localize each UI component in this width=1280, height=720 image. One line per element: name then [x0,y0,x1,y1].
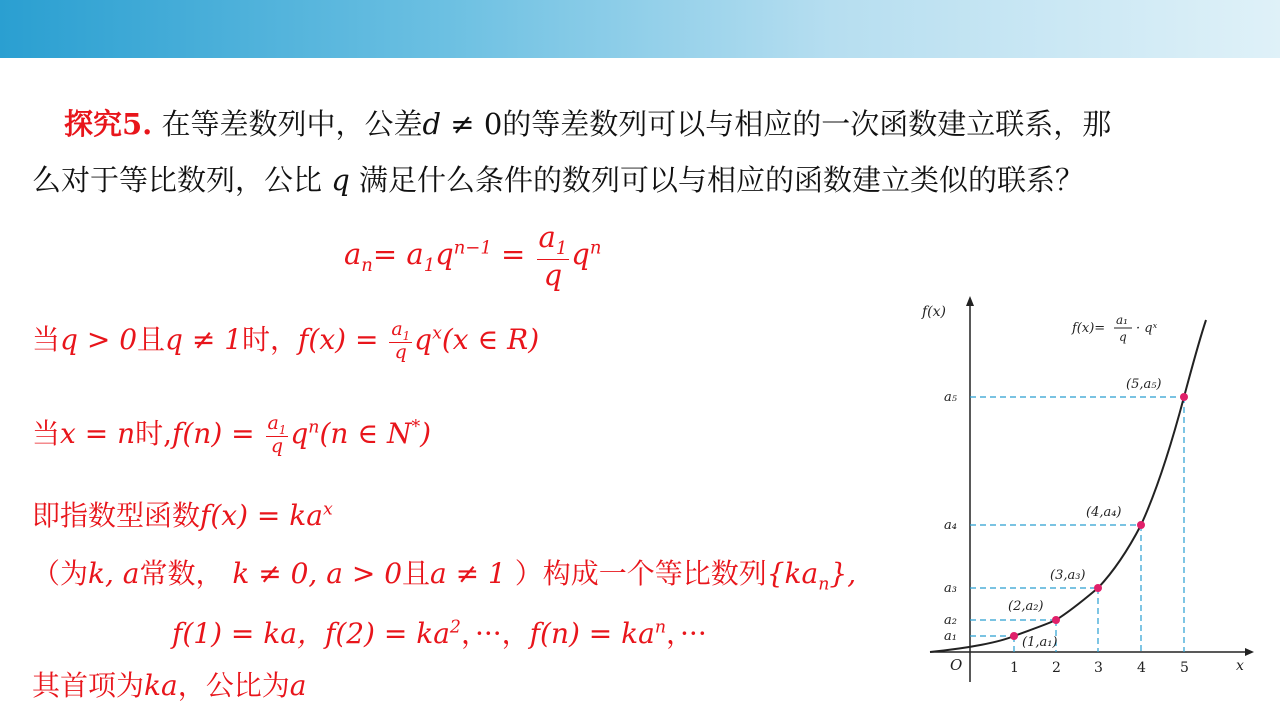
x-tick-2: 2 [1052,660,1061,676]
l2-exp: n [308,417,320,438]
y-axis-arrow [966,296,974,306]
point-3 [1094,584,1102,592]
exponential-graph [900,292,1260,692]
l4-c1: k ≠ 0, a > 0 [232,557,403,590]
l2-den: q [270,435,284,458]
x-tick-5: 5 [1180,660,1189,676]
curve-label-num: a₁ [1116,313,1128,327]
l4-close: ）构成一个等比数列 [505,557,767,590]
l6-first: ka [144,669,178,702]
origin-label: O [950,656,963,674]
l4-vars: k, a [88,557,140,590]
l5-t1: f(1) = ka， [172,617,325,650]
l6-pre: 其首项为 [32,669,145,702]
point-1 [1010,632,1018,640]
l3-pre: 即指数型函数 [32,499,201,532]
line-x-equals-n [32,412,431,457]
point-label-4: (4,a₄) [1086,505,1122,520]
exponential-curve [930,320,1206,652]
curve-label-den: q [1119,330,1127,344]
var-d: d [422,107,442,141]
question-block [32,96,1222,208]
an-symbol: a [344,237,362,272]
question-text-b: 的等差数列可以与相应的一次函数建立联系，那 [502,107,1112,141]
curve-label-tail: · qˣ [1136,321,1158,336]
x-tick-4: 4 [1137,660,1146,676]
line-exponential-type [32,494,333,534]
l1-domain: (x ∈ R) [441,323,540,356]
qn-symbol: q [571,237,590,272]
guide-lines [970,397,1184,652]
question-line-1 [32,96,1222,152]
l6-ratio: a [289,669,307,702]
question-text-a: 在等差数列中，公差 [152,107,423,141]
rel-d: ≠ 0 [441,107,503,141]
l5-t5: ，··· [666,617,707,650]
l1-cond1: q > 0 [60,323,138,356]
l1-mid: 且 [137,323,166,356]
l2-pre: 当 [32,417,61,450]
question-text-c: 么对于等比数列，公比 [32,163,332,197]
l2-q: q [290,417,309,450]
x-axis-arrow [1245,648,1254,656]
x-tick-3: 3 [1094,660,1103,676]
l1-fx: f(x) = [298,323,388,356]
l1-pre: 当 [32,323,61,356]
l2-close: ) [420,417,432,450]
curve-label: f(x)= [1072,321,1106,336]
l4-seq-close: }, [829,557,857,590]
y-axis-label: f(x) [922,304,947,320]
l4-seq-sub: n [818,574,830,595]
y-tick-a5: a₅ [944,390,957,405]
y-tick-a2: a₂ [944,613,957,628]
l1-q: q [414,323,433,356]
y-tick-a4: a₄ [944,518,957,533]
line-condition [32,318,539,363]
point-4 [1137,521,1145,529]
point-2 [1052,616,1060,624]
l1-exp: x [432,323,442,344]
title-bar [0,0,1280,58]
l5-t3: ，···， [460,617,530,650]
l5-t4-exp: n [654,617,667,638]
x-tick-1: 1 [1010,660,1019,676]
l2-star: * [411,417,421,438]
question-tag: 探究5. [64,107,153,141]
l4-c2: a ≠ 1 [430,557,506,590]
var-q: q [331,163,350,197]
l4-seq: {ka [766,557,819,590]
l5-t4: f(n) = ka [529,617,655,650]
point-label-1: (1,a₁) [1022,635,1058,650]
l5-t2-exp: 2 [449,617,461,638]
l5-t2: f(2) = ka [324,617,450,650]
point-5 [1180,393,1188,401]
l1-den: q [394,341,407,364]
l3-exp: x [322,499,333,520]
l4-mid: 常数， [139,557,233,590]
exp-n-minus-1: n−1 [453,237,492,259]
line-constants [32,552,856,595]
l3-fx: f(x) = ka [200,499,323,532]
l4-and: 且 [402,557,431,590]
question-text-d: 满足什么条件的数列可以与相应的函数建立类似的联系？ [349,163,1085,197]
a1-symbol: a [406,237,424,272]
q-symbol: q [435,237,454,272]
l2-fn: f(n) = [172,417,264,450]
y-tick-a3: a₃ [944,581,957,596]
point-label-5: (5,a₅) [1126,377,1162,392]
l1-post: 时， [242,323,299,356]
point-label-2: (2,a₂) [1008,599,1044,614]
x-axis-label: x [1236,658,1244,674]
l2-fraction [266,411,289,458]
an-sub: n [361,254,373,276]
frac-num: a [538,220,556,254]
general-term-formula [344,222,601,290]
frac-den: q [543,257,563,292]
l1-num-sub: 1 [402,328,411,343]
l4-open: （为 [32,557,89,590]
fraction-a1-over-q [537,222,570,290]
line-terms [172,612,707,652]
point-label-3: (3,a₃) [1050,568,1086,583]
question-line-2 [32,152,1222,208]
l2-domain: (n ∈ N [319,417,412,450]
l1-num: a [391,317,403,340]
l1-cond2: q ≠ 1 [165,323,243,356]
eq1: = [372,237,407,272]
eq2: = [491,237,535,272]
l1-fraction [389,317,412,364]
exp-n: n [589,237,602,259]
l2-num-sub: 1 [278,422,287,437]
l2-cond: x = n [60,417,136,450]
l6-mid: ，公比为 [177,669,290,702]
a1-sub: 1 [423,254,436,276]
l2-num: a [267,411,279,434]
y-tick-a1: a₁ [944,629,957,644]
frac-num-sub: 1 [555,237,568,259]
l2-post: 时, [135,417,173,450]
line-first-term [32,664,306,704]
